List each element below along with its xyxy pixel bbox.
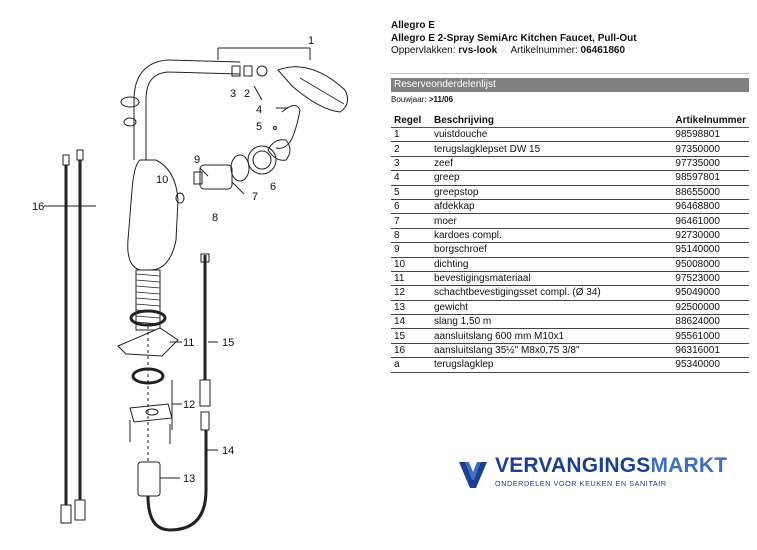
callout-4: 4 xyxy=(256,104,263,116)
header-artikelnummer: Artikelnummer xyxy=(672,114,749,128)
cell-regel: 11 xyxy=(391,271,431,285)
table-row xyxy=(391,243,749,257)
cell-beschrijving: aansluitslang 600 mm M10x1 xyxy=(431,329,672,343)
build-year-label: Bouwjaar: xyxy=(391,95,427,104)
table-row xyxy=(391,228,749,242)
header-regel: Regel xyxy=(391,114,431,128)
cell-regel: 10 xyxy=(391,257,431,271)
article-label: Artikelnummer: xyxy=(510,45,578,56)
cell-regel: 14 xyxy=(391,315,431,329)
cell-regel: 13 xyxy=(391,300,431,314)
cell-beschrijving: afdekkap xyxy=(431,199,672,213)
header-beschrijving: Beschrijving xyxy=(431,114,672,128)
table-row xyxy=(391,358,749,372)
cell-beschrijving: terugslagklep xyxy=(431,358,672,372)
cell-artikelnummer: 96468800 xyxy=(672,199,749,213)
surface-label: Oppervlakken: xyxy=(391,45,456,56)
cell-beschrijving: vuistdouche xyxy=(431,128,672,142)
callout-6: 6 xyxy=(270,181,277,193)
cell-beschrijving: schachtbevestigingsset compl. (Ø 34) xyxy=(431,286,672,300)
cell-beschrijving: slang 1,50 m xyxy=(431,315,672,329)
table-row xyxy=(391,214,749,228)
parts-table-header xyxy=(391,114,749,128)
parts-list-title: Reserveonderdelenlijst xyxy=(391,78,749,92)
callout-14: 14 xyxy=(222,445,235,457)
cell-beschrijving: terugslagklepset DW 15 xyxy=(431,142,672,156)
cell-beschrijving: moer xyxy=(431,214,672,228)
callout-12: 12 xyxy=(183,399,196,411)
callout-10: 10 xyxy=(156,174,169,186)
cell-beschrijving: greep xyxy=(431,171,672,185)
cell-regel: 3 xyxy=(391,156,431,170)
cell-regel: 9 xyxy=(391,243,431,257)
table-row xyxy=(391,315,749,329)
table-row xyxy=(391,257,749,271)
vervangingsmarkt-logo xyxy=(455,452,728,496)
cell-regel: 2 xyxy=(391,142,431,156)
product-full-name: Allegro E 2-Spray SemiArc Kitchen Faucet, Pull-Out xyxy=(391,32,637,44)
callout-15: 15 xyxy=(222,337,235,349)
cell-artikelnummer: 92730000 xyxy=(672,228,749,242)
cell-artikelnummer: 97523000 xyxy=(672,271,749,285)
parts-table-body xyxy=(391,128,749,373)
cell-artikelnummer: 97350000 xyxy=(672,142,749,156)
cell-artikelnummer: 95561000 xyxy=(672,329,749,343)
parts-table xyxy=(391,114,749,373)
logo-word-2: MARKT xyxy=(650,454,728,477)
callout-7: 7 xyxy=(252,191,259,203)
table-row xyxy=(391,271,749,285)
cell-regel: 5 xyxy=(391,185,431,199)
cell-regel: 7 xyxy=(391,214,431,228)
cell-artikelnummer: 96461000 xyxy=(672,214,749,228)
table-row xyxy=(391,142,749,156)
cell-artikelnummer: 92500000 xyxy=(672,300,749,314)
cell-beschrijving: borgschroef xyxy=(431,243,672,257)
article-value: 06461860 xyxy=(580,45,626,56)
cell-artikelnummer: 96316001 xyxy=(672,343,749,357)
product-meta xyxy=(391,45,637,58)
table-row xyxy=(391,329,749,343)
product-brand: Allegro E xyxy=(391,20,435,31)
cell-artikelnummer: 88624000 xyxy=(672,315,749,329)
cell-regel: 12 xyxy=(391,286,431,300)
cell-artikelnummer: 95140000 xyxy=(672,243,749,257)
table-row xyxy=(391,199,749,213)
cell-regel: 15 xyxy=(391,329,431,343)
table-row xyxy=(391,185,749,199)
cell-artikelnummer: 95340000 xyxy=(672,358,749,372)
table-row xyxy=(391,300,749,314)
table-row xyxy=(391,156,749,170)
cell-beschrijving: dichting xyxy=(431,257,672,271)
callout-1: 1 xyxy=(308,35,315,47)
cell-regel: 6 xyxy=(391,199,431,213)
cell-regel: a xyxy=(391,358,431,372)
cell-artikelnummer: 97735000 xyxy=(672,156,749,170)
callout-13: 13 xyxy=(183,473,196,485)
cell-beschrijving: zeef xyxy=(431,156,672,170)
cell-regel: 1 xyxy=(391,128,431,142)
callout-9: 9 xyxy=(194,154,201,166)
surface-value: rvs-look xyxy=(458,45,498,56)
callout-16: 16 xyxy=(32,201,45,213)
cell-artikelnummer: 88655000 xyxy=(672,185,749,199)
logo-tagline: ONDERDELEN VOOR KEUKEN EN SANITAIR xyxy=(495,479,667,488)
callout-11: 11 xyxy=(183,337,195,349)
cell-artikelnummer: 98597801 xyxy=(672,171,749,185)
logo-wordmark xyxy=(495,454,727,478)
table-row xyxy=(391,171,749,185)
callout-2: 2 xyxy=(244,88,251,100)
build-year xyxy=(391,95,453,104)
product-header xyxy=(391,20,637,58)
logo-word-1: VERVANGINGS xyxy=(495,454,651,477)
cell-beschrijving: aansluitslang 35½" M8x0,75 3/8" xyxy=(431,343,672,357)
cell-artikelnummer: 95008000 xyxy=(672,257,749,271)
cell-beschrijving: kardoes compl. xyxy=(431,228,672,242)
table-row xyxy=(391,343,749,357)
cell-beschrijving: gewicht xyxy=(431,300,672,314)
build-year-value: >11/06 xyxy=(428,95,454,104)
cell-artikelnummer: 98598801 xyxy=(672,128,749,142)
table-row xyxy=(391,128,749,142)
cell-beschrijving: greepstop xyxy=(431,185,672,199)
cell-beschrijving: bevestigingsmateriaal xyxy=(431,271,672,285)
logo-mark-icon xyxy=(455,456,491,492)
callout-3: 3 xyxy=(230,88,237,100)
cell-artikelnummer: 95049000 xyxy=(672,286,749,300)
cell-regel: 16 xyxy=(391,343,431,357)
table-row xyxy=(391,286,749,300)
cell-regel: 8 xyxy=(391,228,431,242)
callout-5: 5 xyxy=(256,121,263,133)
header-divider xyxy=(391,73,749,74)
cell-regel: 4 xyxy=(391,171,431,185)
callout-8: 8 xyxy=(212,212,219,224)
